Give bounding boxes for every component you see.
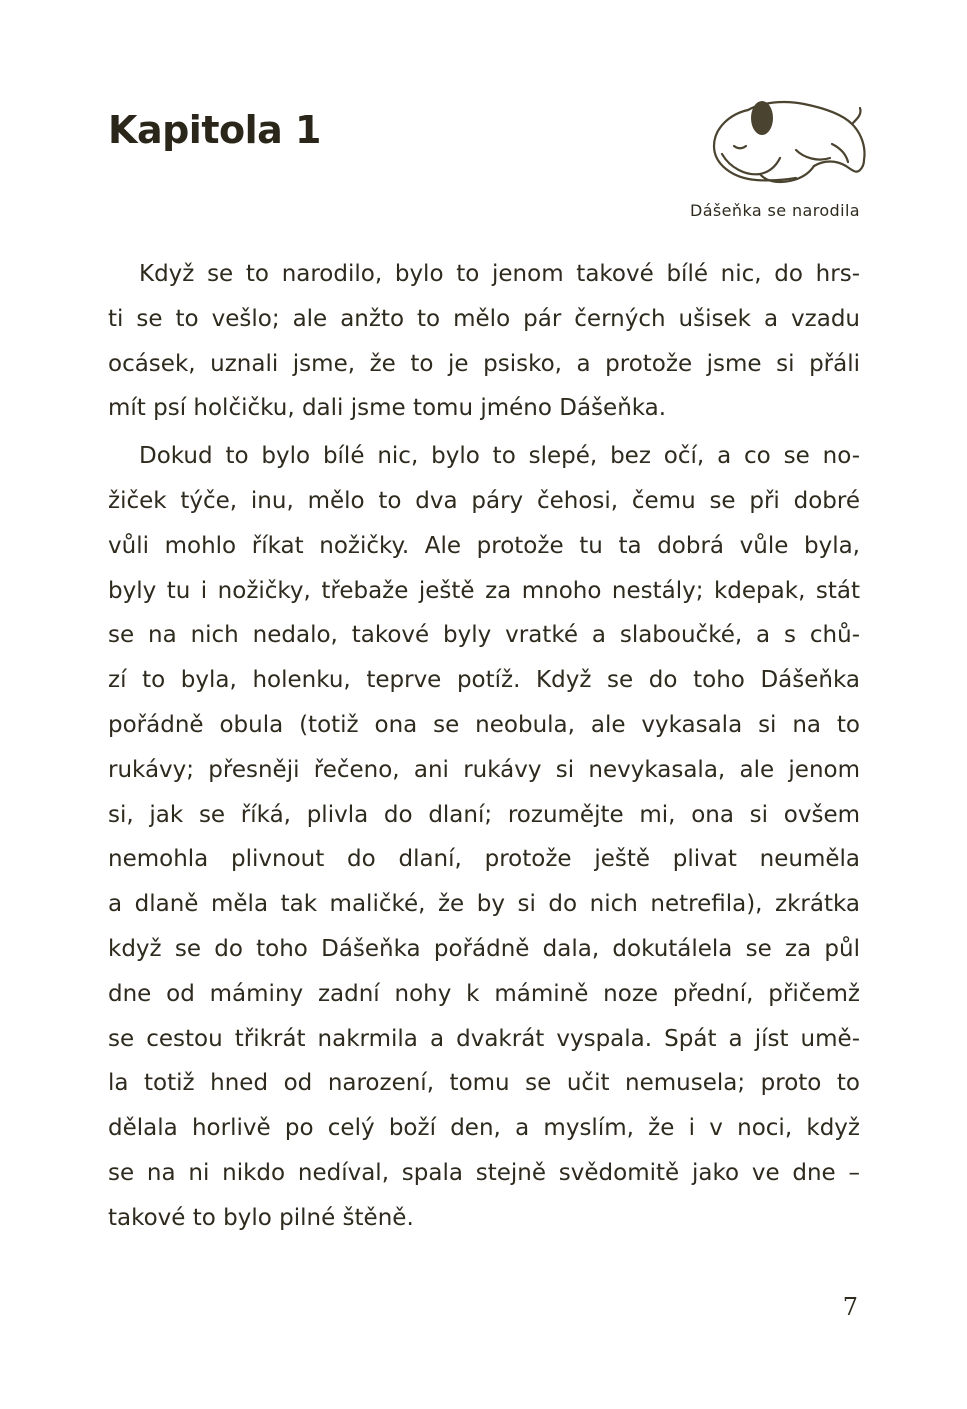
paragraph-1 xyxy=(108,252,860,431)
text-line: se na ni nikdo nedíval, spala stejně svědomitě jako ve dne – xyxy=(108,1159,860,1186)
text-line: zí to byla, holenku, teprve potíž. Když se do toho Dášeňka xyxy=(108,667,860,694)
text-line: rukávy; přesněji řečeno, ani rukávy si nevykasala, ale jenom xyxy=(108,756,860,783)
illustration-caption: Dášeňka se narodila xyxy=(690,201,860,220)
text-line: si, jak se říká, plivla do dlaní; rozumějte mi, ona si ovšem xyxy=(108,801,860,828)
text-line: takové to bylo pilné štěně. xyxy=(108,1204,414,1231)
text-line: žiček týče, inu, mělo to dva páry čehosi, čemu se při dobré xyxy=(108,487,860,514)
text-line: se cestou třikrát nakrmila a dvakrát vyspala. Spát a jíst umě- xyxy=(108,1025,860,1052)
text-line: Dokud to bylo bílé nic, bylo to slepé, bez očí, a co se no- xyxy=(139,443,860,470)
text-line: mít psí holčičku, dali jsme tomu jméno Dášeňka. xyxy=(108,395,667,422)
text-line: ti se to vešlo; ale anžto to mělo pár černých ušisek a vzadu xyxy=(108,305,860,332)
ear-shape xyxy=(751,101,773,135)
text-line: nemohla plivnout do dlaní, protože ještě plivat neuměla xyxy=(108,846,860,873)
text-line: ocásek, uznali jsme, že to je psisko, a protože jsme si přáli xyxy=(108,350,860,377)
text-line: se na nich nedalo, takové byly vratké a slaboučké, a s chů- xyxy=(108,622,860,649)
text-line: la totiž hned od narození, tomu se učit nemusela; proto to xyxy=(108,1070,860,1097)
text-line: dne od máminy zadní nohy k mámině noze přední, přičemž xyxy=(108,980,860,1007)
text-line: pořádně obula (totiž ona se neobula, ale vykasala si na to xyxy=(108,711,860,738)
text-line: když se do toho Dášeňka pořádně dala, dokutálela se za půl xyxy=(108,935,860,962)
text-line: dělala horlivě po celý boží den, a myslím, že i v noci, když xyxy=(108,1115,860,1142)
paragraph-2 xyxy=(108,434,860,1240)
text-line: Když se to narodilo, bylo to jenom takové bílé nic, do hrs- xyxy=(139,261,860,287)
chapter-body xyxy=(108,252,860,1241)
text-line: byly tu i nožičky, třebaže ještě za mnoho nestály; kdepak, stát xyxy=(108,577,860,604)
text-line: a dlaně měla tak maličké, že by si do nich netrefila), zkrátka xyxy=(108,891,860,918)
sleeping-puppy-icon xyxy=(700,88,872,200)
text-line: vůli mohlo říkat nožičky. Ale protože tu ta dobrá vůle byla, xyxy=(108,532,860,559)
page-number: 7 xyxy=(842,1293,858,1321)
chapter-title: Kapitola 1 xyxy=(108,108,321,152)
